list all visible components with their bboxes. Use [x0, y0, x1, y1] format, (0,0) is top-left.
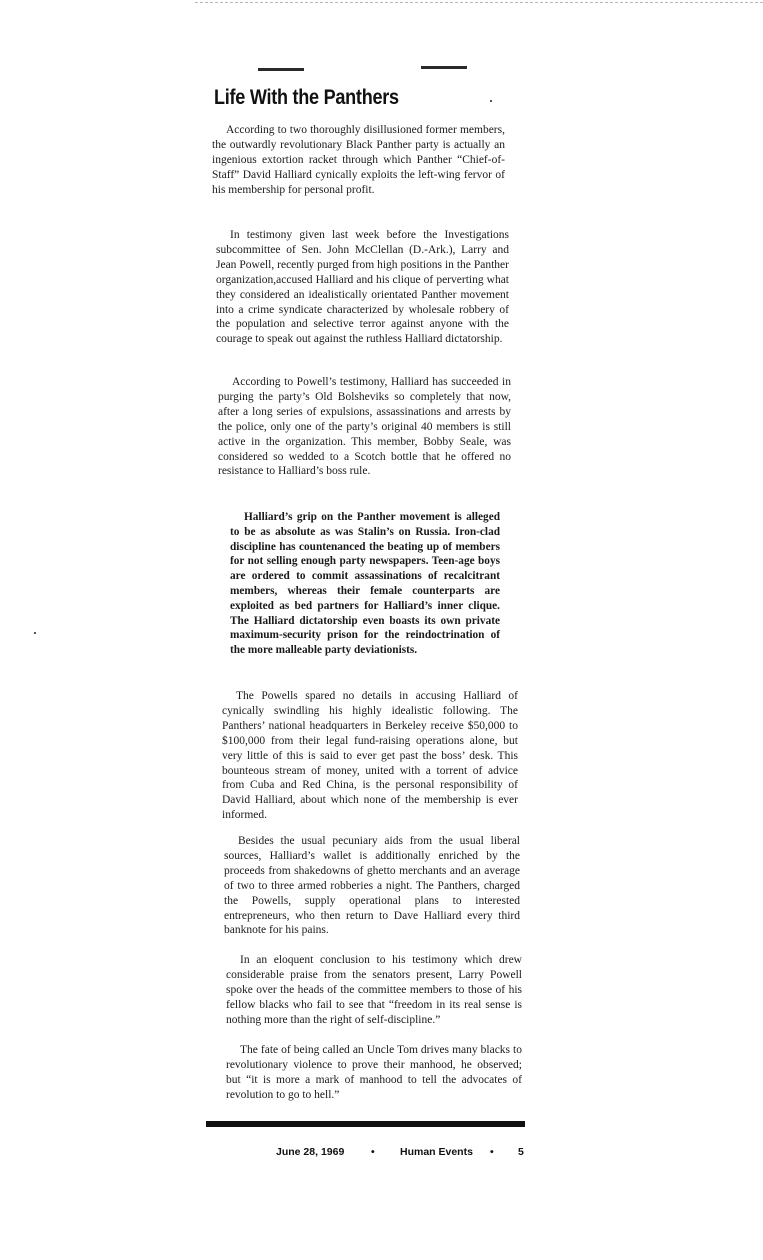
- footer-separator: •: [490, 1146, 494, 1158]
- footer-publication: Human Events: [400, 1146, 473, 1158]
- article-paragraph: The fate of being called an Uncle Tom drives many blacks to revolutionary violence to prove their manhood, he observed; but “it is more a mark of manhood to tell the advocates of revolution to go to hell.”: [226, 1044, 522, 1101]
- pull-quote: Halliard’s grip on the Panther movement is alleged to be as absolute as was Stalin’s on Russia. Iron-clad discipline has countenanced the beating up of members for not selling enough party newspapers. Teen-age boys are ordered to commit assassinations of recalcitrant members, whereas their female counterparts are exploited as bed partners for Halliard’s inner clique. The Halliard dictatorship even boasts its own private maximum-security prison for the reindoctrination of the more malleable party deviationists.: [230, 511, 500, 657]
- footer-page-number: 5: [518, 1146, 524, 1158]
- article-paragraph: Besides the usual pecuniary aids from the usual liberal sources, Halliard’s wallet is additionally enriched by the proceeds from shakedowns of ghetto merchants and an average of two to three armed robberies a night. The Panthers, charged the Powells, supply operational plans to interested entrepreneurs, who then return to Dave Halliard every third banknote for his pains.: [224, 835, 520, 937]
- article-paragraph: In testimony given last week before the Investigations subcommittee of Sen. John McClellan (D.-Ark.), Larry and Jean Powell, recently purged from high positions in the Panther organization,accused Halliard and his clique of perverting what they considered an idealistically orientated Panther movement into a crime syndicate characterized by wholesale robbery of the population and selective terror against anyone with the courage to speak out against the ruthless Halliard dictatorship.: [216, 229, 509, 346]
- header-rule-left: [258, 68, 304, 71]
- article-headline: Life With the Panthers: [214, 86, 399, 109]
- footer-date: June 28, 1969: [276, 1146, 345, 1158]
- article-paragraph: The Powells spared no details in accusing Halliard of cynically swindling his highly idealistic following. The Panthers’ national headquarters in Berkeley receive $50,000 to $100,000 from their legal fund-raising operations alone, but very little of this is said to ever get past the boss’ desk. This bounteous stream of money, united with a torrent of advice from Cuba and Red China, is the personal responsibility of David Halliard, about which none of the membership is ever informed.: [222, 690, 518, 822]
- footer-separator: •: [371, 1146, 375, 1158]
- scan-speck: [490, 100, 492, 102]
- scan-speck: [34, 632, 36, 634]
- scan-top-edge: [195, 2, 763, 3]
- header-rule-right: [421, 66, 467, 69]
- article-paragraph: According to two thoroughly disillusioned former members, the outwardly revolutionary Black Panther party is actually an ingenious extortion racket through which Panther “Chief-of-Staff” David Halliard cynically exploits the left-wing fervor of his membership for personal profit.: [212, 124, 505, 196]
- footer-rule: [206, 1121, 525, 1127]
- article-paragraph: According to Powell’s testimony, Halliard has succeeded in purging the party’s Old Bolsheviks so completely that now, after a long series of expulsions, assassinations and arrests by the police, only one of the party’s original 40 members is still active in the organization. This member, Bobby Seale, was considered so wedded to a Scotch bottle that he offered no resistance to Halliard’s boss rule.: [218, 376, 511, 478]
- article-paragraph: In an eloquent conclusion to his testimony which drew considerable praise from the senators present, Larry Powell spoke over the heads of the committee members to those of his fellow blacks who fail to see that “freedom in its real sense is nothing more than the right of self-discipline.”: [226, 954, 522, 1026]
